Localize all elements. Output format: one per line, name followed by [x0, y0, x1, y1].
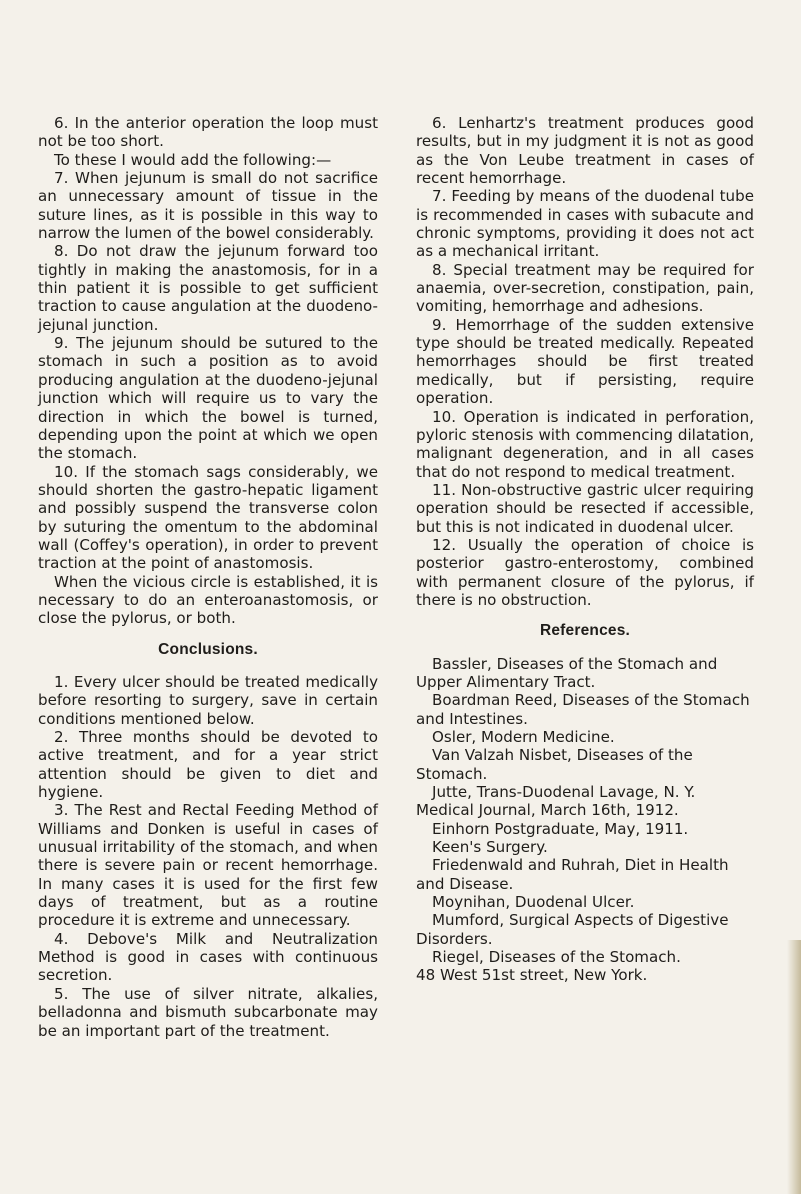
- conclusion-item-4: 4. Debove's Milk and Neutralization Method is good in cases with continuous secretion.: [38, 929, 378, 985]
- paragraph-vicious-circle: When the vicious circle is established, it is necessary to do an enteroanastomosis, or close the pylorus, or both.: [38, 572, 378, 628]
- author-address: 48 West 51st street, New York.: [416, 966, 648, 985]
- conclusion-item-11: 11. Non-obstructive gastric ulcer requiring operation should be resected if accessible, but this is not indicated in duodenal ulcer.: [416, 480, 754, 536]
- reference-item: Bassler, Diseases of the Stomach and Upper Alimentary Tract.: [416, 654, 718, 691]
- conclusion-item-12: 12. Usually the operation of choice is posterior gastro-enterostomy, combined with permanent closure of the pylorus, if there is no obstruction.: [416, 535, 754, 609]
- page-edge-shadow: [787, 940, 801, 1194]
- reference-item: Mumford, Surgical Aspects of Digestive Disorders.: [416, 911, 729, 948]
- conclusion-item-8: 8. Special treatment may be required for anaemia, over-secretion, constipation, pain, vomiting, hemorrhage and adhesions.: [416, 260, 754, 316]
- reference-item: Boardman Reed, Diseases of the Stomach and Intestines.: [416, 691, 750, 728]
- reference-item: Moynihan, Duodenal Ulcer.: [432, 893, 635, 912]
- reference-item: Friedenwald and Ruhrah, Diet in Health and Disease.: [416, 856, 729, 893]
- references-heading: References.: [539, 622, 631, 640]
- reference-item: Riegel, Diseases of the Stomach.: [432, 948, 681, 967]
- right-column: [416, 114, 754, 985]
- paragraph-item-9: 9. The jejunum should be sutured to the stomach in such a position as to avoid producing angulation at the duodeno-jejunal junction which will require us to vary the direction in which the bowel is turned, depending upon the point at which we open the stomach.: [38, 334, 378, 463]
- reference-item: Van Valzah Nisbet, Diseases of the Stomach.: [416, 746, 693, 783]
- conclusion-item-5: 5. The use of silver nitrate, alkalies, belladonna and bismuth subcarbonate may be an important part of the treatment.: [38, 984, 378, 1040]
- paragraph-item-8: 8. Do not draw the jejunum forward too tightly in making the anastomosis, for in a thin patient it is possible to get sufficient traction to cause angulation at the duodeno-jejunal junction.: [38, 242, 378, 334]
- conclusion-item-6: 6. Lenhartz's treatment produces good results, but in my judgment it is not as good as the Von Leube treatment in cases of recent hemorrhage.: [416, 114, 754, 188]
- reference-item: Jutte, Trans-Duodenal Lavage, N. Y. Medical Journal, March 16th, 1912.: [416, 783, 696, 820]
- conclusion-item-10: 10. Operation is indicated in perforation, pyloric stenosis with commencing dilatation, malignant degeneration, and in all cases that do not respond to medical treatment.: [416, 407, 754, 481]
- paragraph-item-7: 7. When jejunum is small do not sacrifice an unnecessary amount of tissue in the suture lines, as it is possible in this way to narrow the lumen of the bowel considerably.: [38, 169, 378, 243]
- reference-item: Keen's Surgery.: [432, 838, 548, 857]
- conclusion-item-9: 9. Hemorrhage of the sudden extensive type should be treated medically. Repeated hemorrhages should be first treated medically, but if persisting, require operation.: [416, 315, 754, 408]
- reference-item: Osler, Modern Medicine.: [432, 728, 615, 746]
- paragraph-item-6: 6. In the anterior operation the loop must not be too short.: [38, 114, 378, 151]
- conclusion-item-3: 3. The Rest and Rectal Feeding Method of Williams and Donken is useful in cases of unusual irritability of the stomach, and when there is severe pain or recent hemorrhage. In many cases it is used for the first few days of treatment, but as a routine procedure it is extreme and unnecessary.: [38, 801, 378, 930]
- left-column: [38, 114, 378, 1040]
- conclusion-item-2: 2. Three months should be devoted to active treatment, and for a year strict attention should be given to diet and hygiene.: [38, 728, 378, 802]
- paragraph-intro: To these I would add the following:—: [54, 150, 332, 169]
- conclusion-item-1: 1. Every ulcer should be treated medically before resorting to surgery, save in certain conditions mentioned below.: [38, 672, 378, 728]
- conclusions-heading: Conclusions.: [158, 640, 258, 658]
- conclusion-item-7: 7. Feeding by means of the duodenal tube is recommended in cases with subacute and chronic symptoms, providing it does not act as a mechanical irritant.: [416, 187, 754, 261]
- reference-item: Einhorn Postgraduate, May, 1911.: [432, 819, 689, 838]
- paragraph-item-10: 10. If the stomach sags considerably, we should shorten the gastro-hepatic ligament and possibly suspend the transverse colon by suturing the omentum to the abdominal wall (Coffey's operation), in order to prevent traction at the point of anastomosis.: [38, 462, 378, 573]
